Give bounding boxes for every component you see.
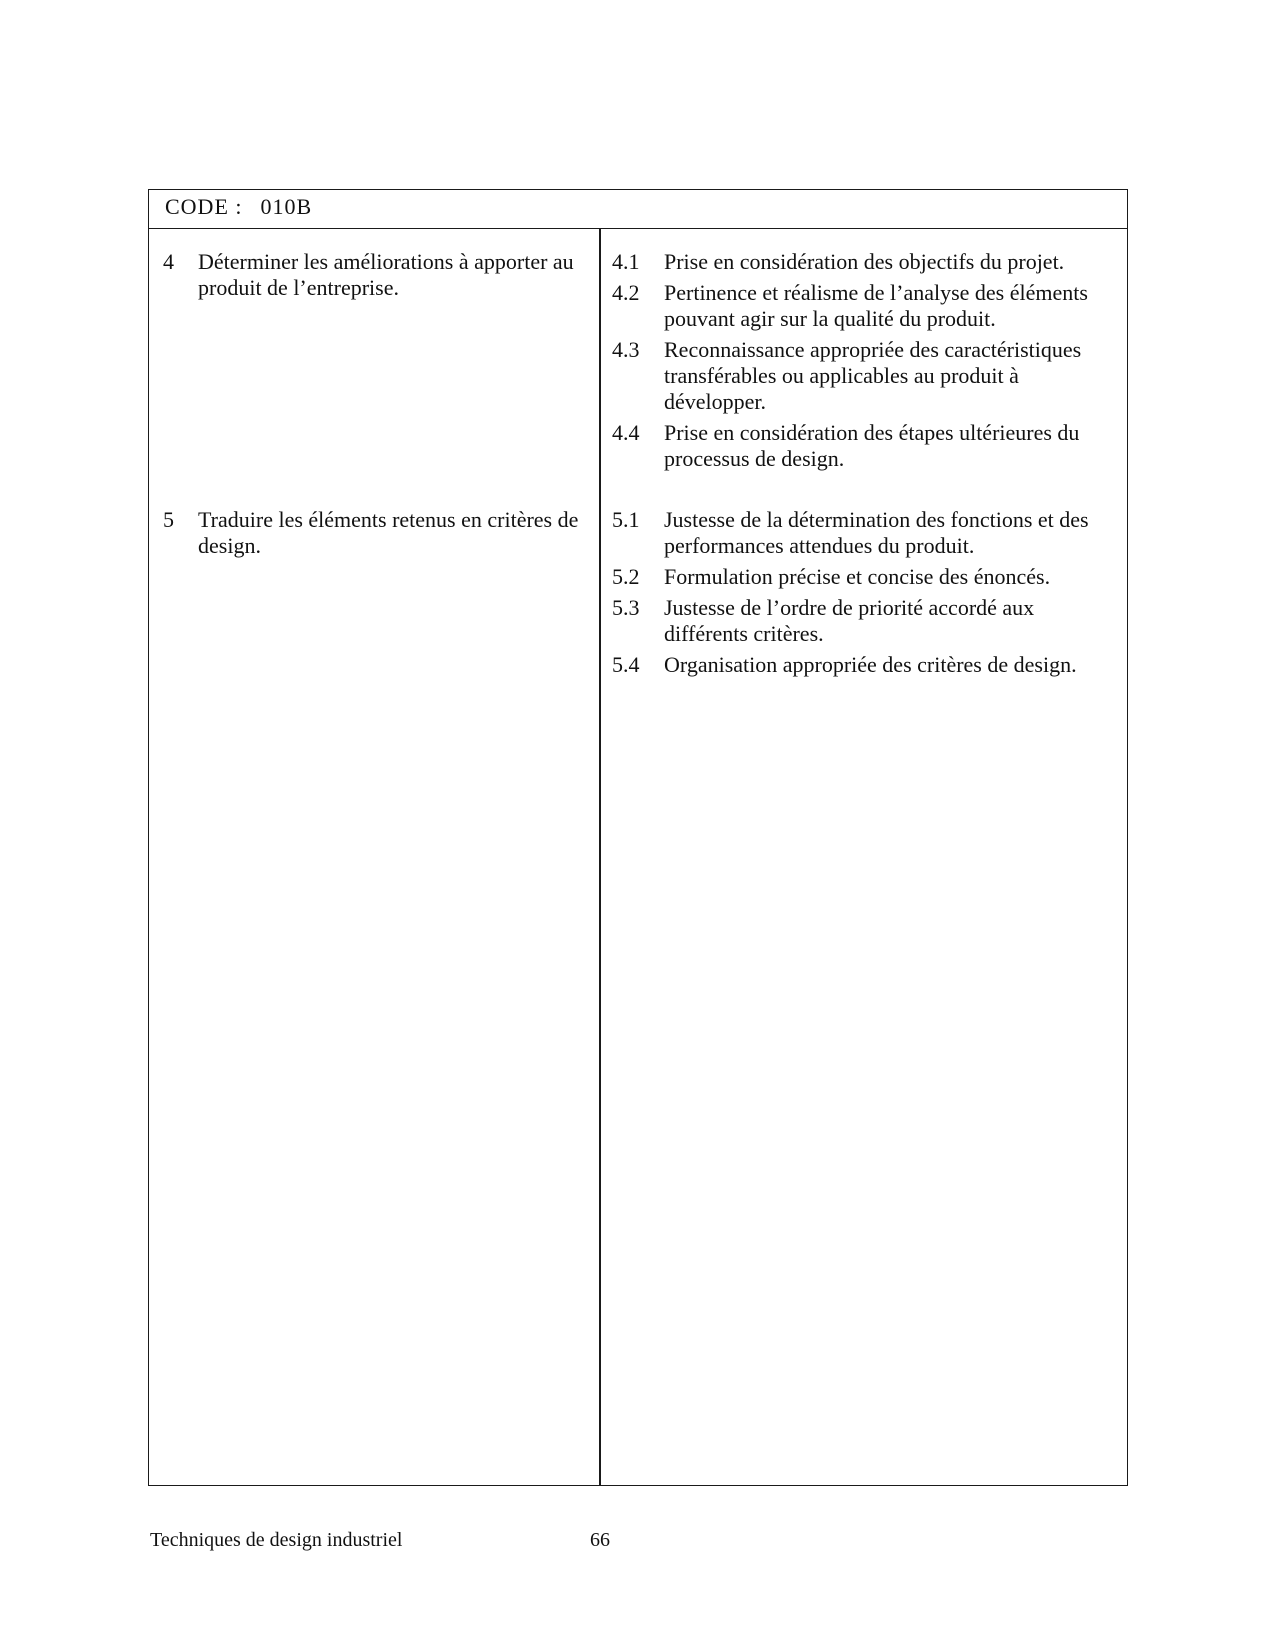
criterion-text: Prise en considération des étapes ultérieures du processus de design.: [664, 420, 1080, 471]
criterion-text: Justesse de la détermination des fonctions et des performances attendues du produit.: [664, 507, 1089, 558]
competency-table: [148, 189, 1128, 1486]
criterion-text: Organisation appropriée des critères de design.: [664, 652, 1077, 677]
criterion-text: Reconnaissance appropriée des caractéristiques transférables ou applicables au produit à développer.: [664, 337, 1082, 414]
criterion-number: 5.3: [612, 595, 640, 620]
code-label: CODE :: [165, 194, 243, 219]
criterion-item: [612, 652, 1122, 678]
criterion-number: 4.2: [612, 280, 640, 305]
column-divider: [599, 228, 601, 1485]
criterion-text: Formulation précise et concise des énoncés.: [664, 564, 1051, 589]
criterion-item: [612, 595, 1122, 647]
element-text: Traduire les éléments retenus en critères de design.: [198, 507, 579, 558]
criterion-number: 5.4: [612, 652, 640, 677]
criterion-item: [612, 337, 1122, 415]
criterion-item: [612, 249, 1122, 275]
criterion-item: [612, 420, 1122, 472]
criteria-column: [612, 249, 1122, 683]
elements-column: [163, 249, 583, 559]
criterion-number: 4.1: [612, 249, 640, 274]
footer-page-number: 66: [590, 1529, 610, 1551]
code-value: 010B: [260, 194, 313, 219]
criterion-item: [612, 564, 1122, 590]
criterion-number: 5.2: [612, 564, 640, 589]
criterion-text: Prise en considération des objectifs du projet.: [664, 249, 1065, 274]
criterion-number: 4.3: [612, 337, 640, 362]
element-number: 4: [163, 249, 174, 274]
criterion-text: Justesse de l’ordre de priorité accordé aux différents critères.: [664, 595, 1035, 646]
criterion-item: [612, 507, 1122, 559]
criterion-number: 5.1: [612, 507, 640, 532]
element-text: Déterminer les améliorations à apporter au produit de l’entreprise.: [198, 249, 574, 300]
criterion-number: 4.4: [612, 420, 640, 445]
code-header: [149, 190, 1127, 229]
criterion-text: Pertinence et réalisme de l’analyse des éléments pouvant agir sur la qualité du produit.: [664, 280, 1088, 331]
criteria-group-4: [612, 249, 1122, 507]
criterion-item: [612, 280, 1122, 332]
footer-document-title: Techniques de design industriel: [150, 1529, 403, 1551]
element-item: [163, 507, 583, 559]
element-item: [163, 249, 583, 507]
element-number: 5: [163, 507, 174, 532]
criteria-group-5: [612, 507, 1122, 678]
